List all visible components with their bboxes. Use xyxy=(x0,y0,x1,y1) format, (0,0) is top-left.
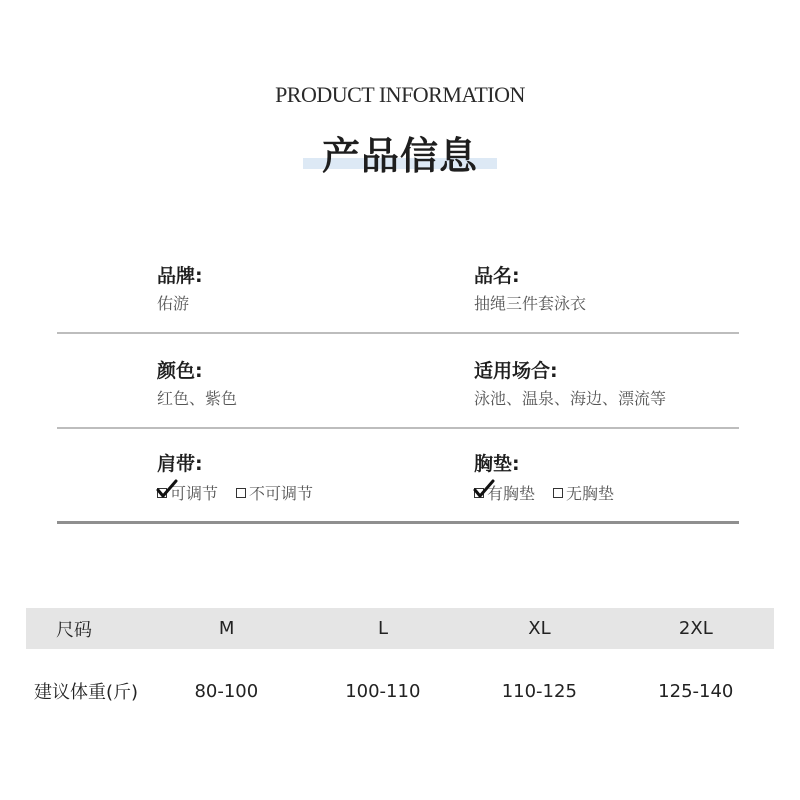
divider-1 xyxy=(57,332,739,334)
weight-cell: 110-125 xyxy=(501,680,577,702)
occasion-field xyxy=(474,360,666,409)
size-header-label: 尺码 xyxy=(56,619,92,641)
size-header-cell: M xyxy=(218,618,235,639)
pad-option-label: 有胸垫 xyxy=(487,484,536,503)
weight-row-label: 建议体重(斤) xyxy=(34,682,139,703)
product-name-label: 品名: xyxy=(474,265,520,287)
checkbox-unchecked xyxy=(236,488,246,498)
strap-label: 肩带: xyxy=(157,453,203,475)
checkbox-checked xyxy=(474,488,484,498)
product-name-field xyxy=(474,265,586,314)
size-table xyxy=(26,608,774,733)
page-title: 产品信息 xyxy=(321,134,478,178)
checkbox-checked xyxy=(157,488,167,498)
strap-option-label: 不可调节 xyxy=(249,484,314,503)
pad-option-with xyxy=(474,481,535,504)
size-table-row xyxy=(26,649,774,733)
color-value: 红色、紫色 xyxy=(157,389,238,408)
strap-options xyxy=(157,481,331,504)
english-title: PRODUCT INFORMATION xyxy=(275,82,525,107)
title-block xyxy=(0,125,800,178)
weight-cell: 100-110 xyxy=(345,680,421,702)
strap-field xyxy=(157,453,331,504)
pad-label: 胸垫: xyxy=(474,453,520,475)
color-label: 颜色: xyxy=(157,360,203,382)
brand-field xyxy=(157,265,203,314)
divider-2 xyxy=(57,427,739,429)
divider-3 xyxy=(57,521,739,524)
pad-option-label: 无胸垫 xyxy=(566,484,615,503)
pad-option-without xyxy=(553,481,614,504)
pad-field xyxy=(474,453,632,504)
weight-cell: 80-100 xyxy=(194,680,259,702)
color-field xyxy=(157,360,237,409)
size-header-cell: L xyxy=(378,618,389,639)
size-table-header xyxy=(26,608,774,649)
size-header-cell: 2XL xyxy=(678,618,713,639)
pad-options xyxy=(474,481,632,504)
product-name-value: 抽绳三件套泳衣 xyxy=(474,294,587,313)
weight-cell: 125-140 xyxy=(658,680,734,702)
strap-option-fixed xyxy=(236,481,313,504)
checkbox-unchecked xyxy=(553,488,563,498)
strap-option-adjustable xyxy=(157,481,218,504)
occasion-label: 适用场合: xyxy=(474,360,558,382)
size-header-cell: XL xyxy=(528,618,551,639)
occasion-value: 泳池、温泉、海边、漂流等 xyxy=(474,389,667,408)
strap-option-label: 可调节 xyxy=(170,484,219,503)
checkmark-icon xyxy=(156,479,178,499)
checkmark-icon xyxy=(473,479,495,499)
brand-label: 品牌: xyxy=(157,265,203,287)
brand-value: 佑游 xyxy=(157,294,190,313)
